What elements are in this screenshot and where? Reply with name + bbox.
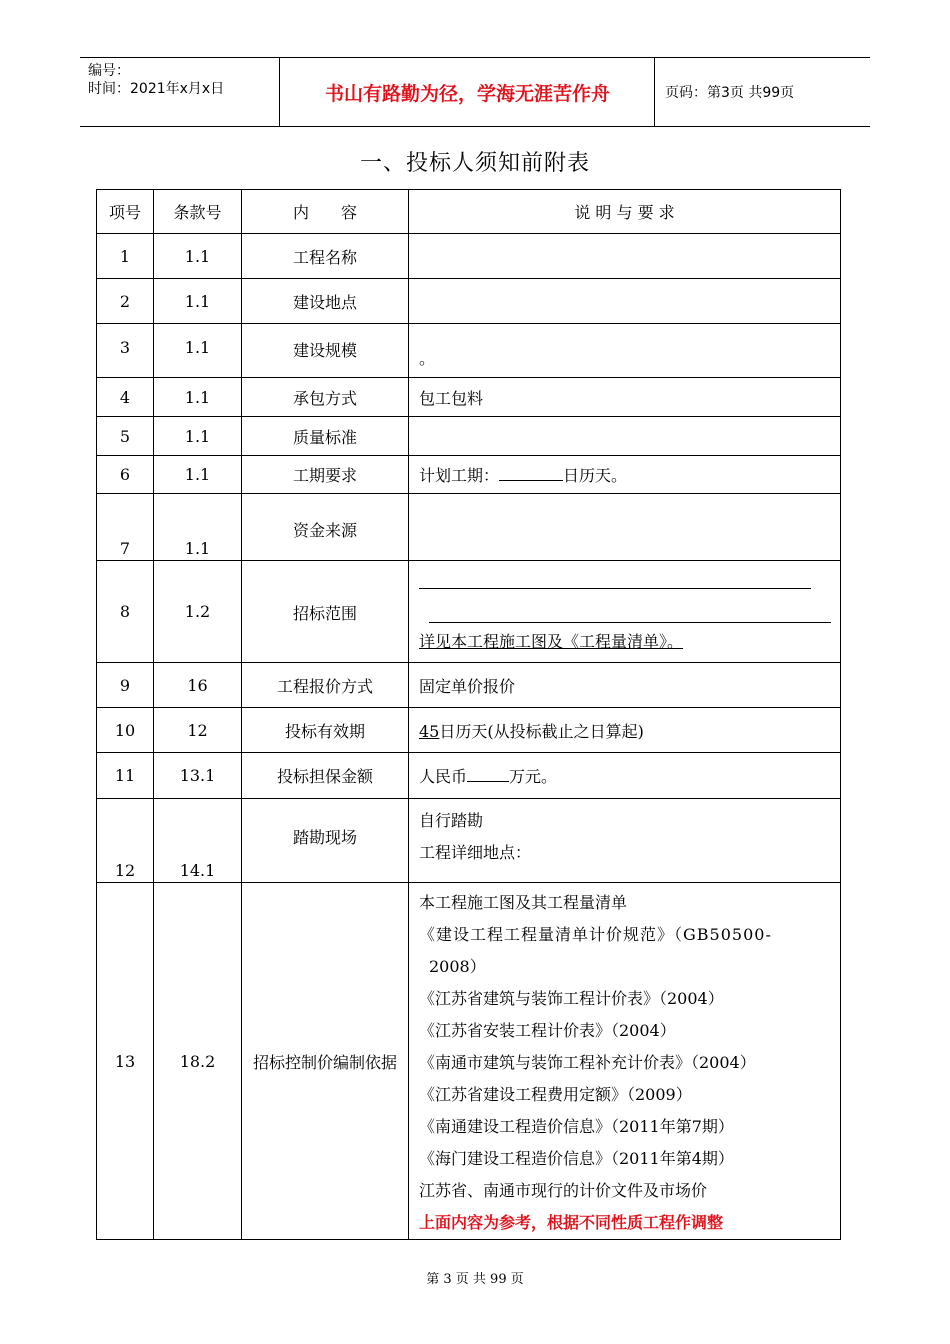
basis-line: 《江苏省安装工程计价表》（2004） xyxy=(419,1021,676,1040)
row-no: 5 xyxy=(97,417,154,456)
basis-line: 本工程施工图及其工程量清单 xyxy=(419,893,628,912)
row-content: 建设规模 xyxy=(242,324,409,378)
row-content: 承包方式 xyxy=(242,378,409,417)
row-desc xyxy=(409,708,841,753)
row-desc xyxy=(409,279,841,324)
row-content: 投标担保金额 xyxy=(242,753,409,799)
header-clause: 条款号 xyxy=(154,190,242,234)
row-no: 1 xyxy=(97,234,154,279)
row-clause: 18.2 xyxy=(154,883,242,1240)
table-row xyxy=(97,561,841,663)
basis-line: 《江苏省建设工程费用定额》（2009） xyxy=(419,1085,692,1104)
row-desc xyxy=(409,234,841,279)
row-no: 4 xyxy=(97,378,154,417)
row-desc xyxy=(409,561,841,663)
row-no: 9 xyxy=(97,663,154,708)
basis-line: 《南通建设工程造价信息》（2011年第7期） xyxy=(419,1117,734,1136)
row-content: 资金来源 xyxy=(242,494,409,561)
validity-days: 45 xyxy=(419,721,440,741)
table-row xyxy=(97,417,841,456)
row-no: 12 xyxy=(97,799,154,883)
row-clause: 1.1 xyxy=(154,234,242,279)
table-row xyxy=(97,378,841,417)
header-meta xyxy=(80,58,280,126)
row-no: 11 xyxy=(97,753,154,799)
scope-blank-line-2 xyxy=(429,621,831,623)
row-clause: 1.1 xyxy=(154,378,242,417)
basis-line: 《海门建设工程造价信息》（2011年第4期） xyxy=(419,1149,734,1168)
reference-note: 上面内容为参考，根据不同性质工程作调整 xyxy=(419,1213,724,1232)
time-label: 时间：2021年x月x日 xyxy=(88,81,225,97)
scope-blank-line-1 xyxy=(419,587,811,589)
row-no: 10 xyxy=(97,708,154,753)
row-content: 建设地点 xyxy=(242,279,409,324)
row-content: 工程名称 xyxy=(242,234,409,279)
row-content: 招标范围 xyxy=(242,561,409,663)
row-desc xyxy=(409,883,841,1240)
site-visit-mode: 自行踏勘 xyxy=(419,811,484,830)
page-title: 一、投标人须知前附表 xyxy=(359,151,590,176)
header-content: 内 容 xyxy=(242,190,409,234)
header-page-label: 页码：第3页 共99页 xyxy=(665,85,795,101)
row-desc: 。 xyxy=(409,324,841,378)
basis-line: 《建设工程工程量清单计价规范》（GB50500- xyxy=(419,925,772,944)
row-desc xyxy=(409,494,841,561)
row-desc: 包工包料 xyxy=(409,378,841,417)
bidder-instructions-table xyxy=(96,189,841,1240)
row-no: 7 xyxy=(97,494,154,561)
row-no: 8 xyxy=(97,561,154,663)
table-row xyxy=(97,494,841,561)
guarantee-blank xyxy=(467,767,509,782)
header-no: 项号 xyxy=(97,190,154,234)
row-clause: 1.1 xyxy=(154,494,242,561)
table-row xyxy=(97,799,841,883)
header-desc: 说 明 与 要 求 xyxy=(409,190,841,234)
row-no: 3 xyxy=(97,324,154,378)
row-desc xyxy=(409,417,841,456)
row-content: 踏勘现场 xyxy=(242,799,409,883)
table-row xyxy=(97,708,841,753)
row-clause: 1.1 xyxy=(154,456,242,494)
table-header-row xyxy=(97,190,841,234)
row-content: 质量标准 xyxy=(242,417,409,456)
guarantee-currency: 人民币 xyxy=(419,767,468,786)
table-row xyxy=(97,883,841,1240)
header-motto: 书山有路勤为径，学海无涯苦作舟 xyxy=(281,58,655,126)
row-clause: 16 xyxy=(154,663,242,708)
table-row xyxy=(97,456,841,494)
row-content: 招标控制价编制依据 xyxy=(242,883,409,1240)
row-desc xyxy=(409,456,841,494)
basis-line: 2008） xyxy=(429,957,486,976)
row-no: 13 xyxy=(97,883,154,1240)
validity-text: 日历天(从投标截止之日算起) xyxy=(439,721,644,741)
basis-line: 《江苏省建筑与装饰工程计价表》（2004） xyxy=(419,989,724,1008)
table-row xyxy=(97,324,841,378)
row-clause: 13.1 xyxy=(154,753,242,799)
row-clause: 1.2 xyxy=(154,561,242,663)
table-row xyxy=(97,753,841,799)
basis-line: 江苏省、南通市现行的计价文件及市场价 xyxy=(419,1181,708,1200)
row-no: 6 xyxy=(97,456,154,494)
row-desc xyxy=(409,753,841,799)
page-footer: 第 3 页 共 99 页 xyxy=(426,1272,524,1287)
guarantee-unit: 万元。 xyxy=(509,767,558,786)
number-label: 编号： xyxy=(88,63,130,79)
row-clause: 12 xyxy=(154,708,242,753)
scope-note: 详见本工程施工图及《工程量清单》。 xyxy=(419,632,684,651)
table-row xyxy=(97,234,841,279)
schedule-blank xyxy=(499,466,563,481)
row-clause: 1.1 xyxy=(154,324,242,378)
row-content: 工期要求 xyxy=(242,456,409,494)
schedule-label: 计划工期： xyxy=(419,466,500,485)
row-clause: 1.1 xyxy=(154,279,242,324)
page-header xyxy=(80,57,870,127)
row-content: 投标有效期 xyxy=(242,708,409,753)
table-row xyxy=(97,663,841,708)
basis-line: 《南通市建筑与装饰工程补充计价表》（2004） xyxy=(419,1053,756,1072)
table-row xyxy=(97,279,841,324)
site-address-label: 工程详细地点： xyxy=(419,843,532,862)
row-clause: 1.1 xyxy=(154,417,242,456)
row-desc xyxy=(409,799,841,883)
row-desc: 固定单价报价 xyxy=(409,663,841,708)
schedule-unit: 日历天。 xyxy=(563,466,628,485)
row-no: 2 xyxy=(97,279,154,324)
row-clause: 14.1 xyxy=(154,799,242,883)
row-content: 工程报价方式 xyxy=(242,663,409,708)
